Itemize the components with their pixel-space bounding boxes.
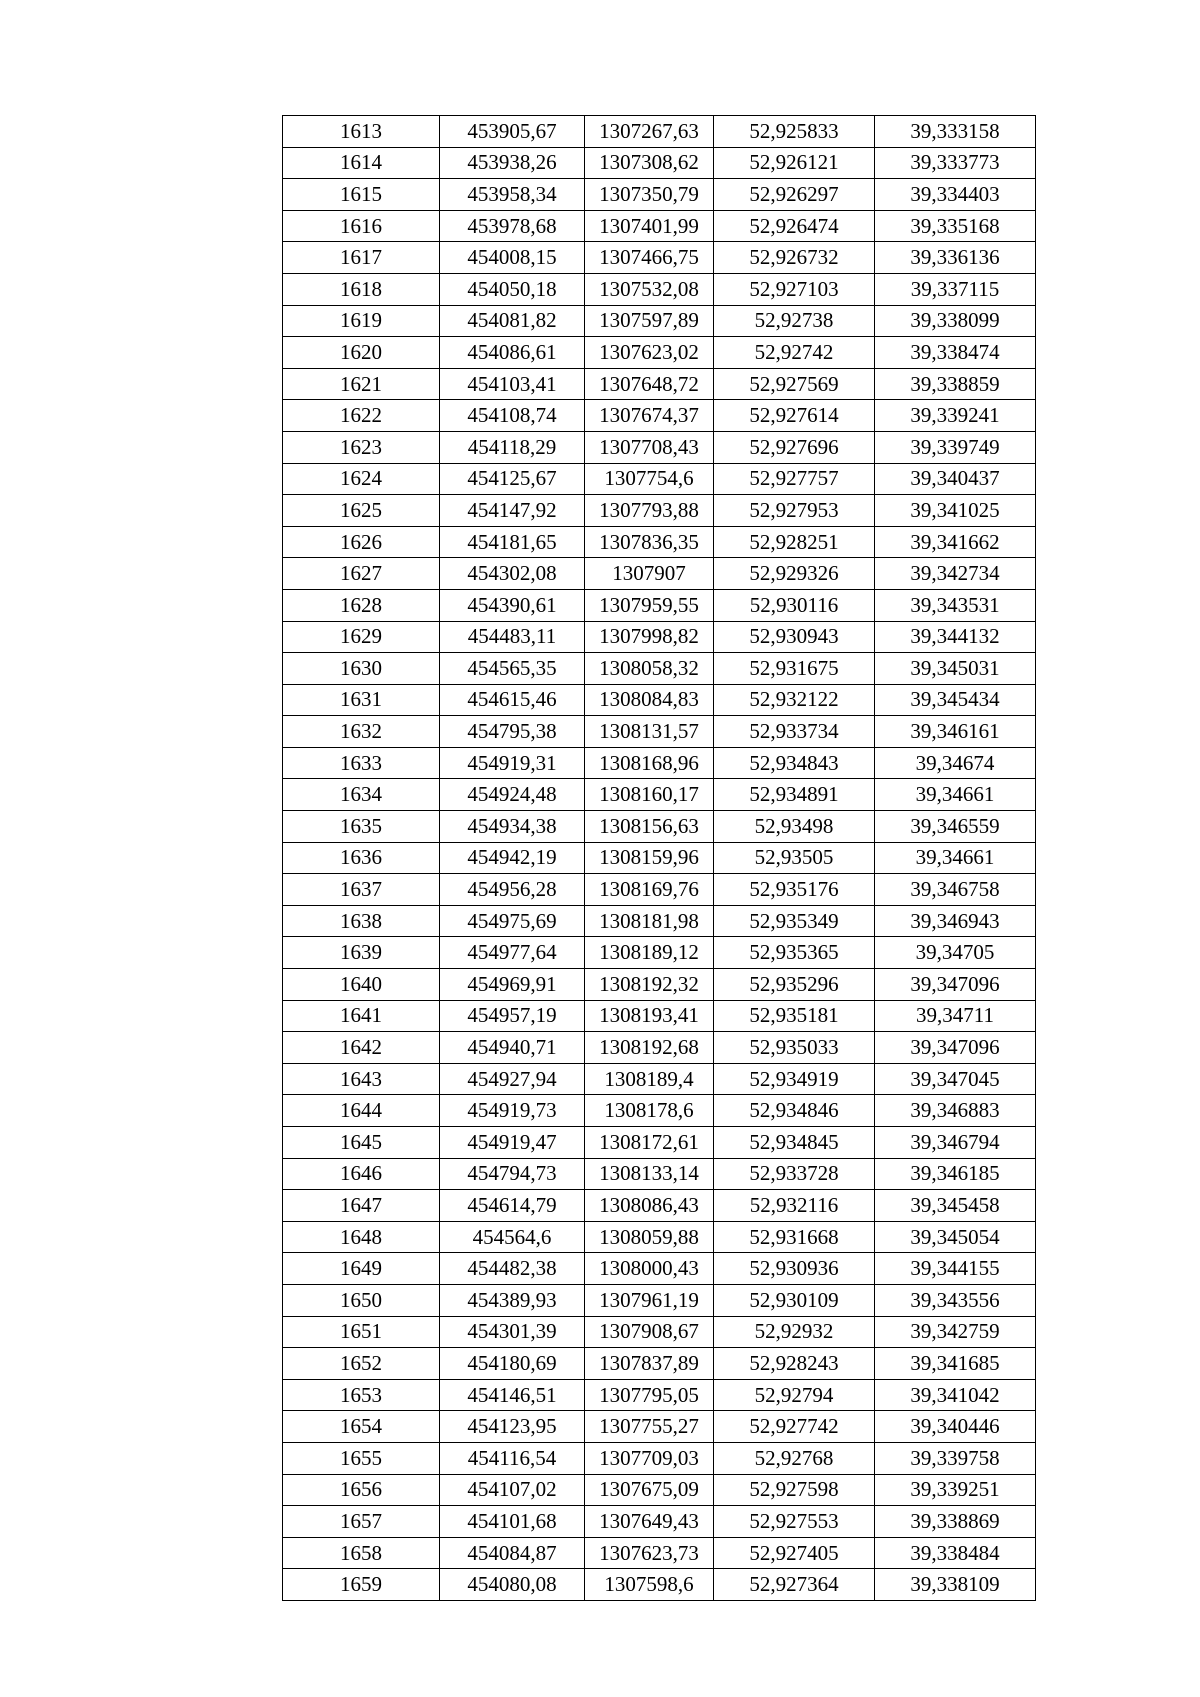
table-row <box>283 431 1036 463</box>
x-coordinate-cell: 454565,35 <box>440 653 585 685</box>
y-coordinate-cell: 1308168,96 <box>585 747 714 779</box>
longitude-cell: 39,341662 <box>875 526 1036 558</box>
table-row <box>283 1348 1036 1380</box>
x-coordinate-cell: 454615,46 <box>440 684 585 716</box>
longitude-cell: 39,345434 <box>875 684 1036 716</box>
table-row <box>283 1411 1036 1443</box>
table-row <box>283 747 1036 779</box>
y-coordinate-cell: 1308160,17 <box>585 779 714 811</box>
latitude-cell: 52,935296 <box>714 969 875 1001</box>
point-number-cell: 1632 <box>283 716 440 748</box>
y-coordinate-cell: 1307998,82 <box>585 621 714 653</box>
latitude-cell: 52,934846 <box>714 1095 875 1127</box>
y-coordinate-cell: 1307961,19 <box>585 1284 714 1316</box>
table-row <box>283 1379 1036 1411</box>
y-coordinate-cell: 1307267,63 <box>585 116 714 148</box>
longitude-cell: 39,346794 <box>875 1127 1036 1159</box>
x-coordinate-cell: 454975,69 <box>440 905 585 937</box>
table-row <box>283 589 1036 621</box>
x-coordinate-cell: 454919,73 <box>440 1095 585 1127</box>
longitude-cell: 39,341685 <box>875 1348 1036 1380</box>
x-coordinate-cell: 454050,18 <box>440 273 585 305</box>
table-row <box>283 1190 1036 1222</box>
y-coordinate-cell: 1307598,6 <box>585 1569 714 1601</box>
point-number-cell: 1658 <box>283 1537 440 1569</box>
table-row <box>283 1442 1036 1474</box>
table-row <box>283 1569 1036 1601</box>
longitude-cell: 39,341025 <box>875 495 1036 527</box>
x-coordinate-cell: 454116,54 <box>440 1442 585 1474</box>
x-coordinate-cell: 454969,91 <box>440 969 585 1001</box>
longitude-cell: 39,346559 <box>875 811 1036 843</box>
x-coordinate-cell: 454181,65 <box>440 526 585 558</box>
y-coordinate-cell: 1308189,12 <box>585 937 714 969</box>
latitude-cell: 52,926297 <box>714 179 875 211</box>
x-coordinate-cell: 454008,15 <box>440 242 585 274</box>
latitude-cell: 52,932116 <box>714 1190 875 1222</box>
latitude-cell: 52,934845 <box>714 1127 875 1159</box>
point-number-cell: 1617 <box>283 242 440 274</box>
x-coordinate-cell: 454389,93 <box>440 1284 585 1316</box>
table-row <box>283 1284 1036 1316</box>
point-number-cell: 1616 <box>283 210 440 242</box>
table-row <box>283 305 1036 337</box>
longitude-cell: 39,34705 <box>875 937 1036 969</box>
longitude-cell: 39,346161 <box>875 716 1036 748</box>
x-coordinate-cell: 454795,38 <box>440 716 585 748</box>
point-number-cell: 1629 <box>283 621 440 653</box>
table-row <box>283 558 1036 590</box>
point-number-cell: 1633 <box>283 747 440 779</box>
y-coordinate-cell: 1308192,32 <box>585 969 714 1001</box>
point-number-cell: 1615 <box>283 179 440 211</box>
point-number-cell: 1621 <box>283 368 440 400</box>
x-coordinate-cell: 454977,64 <box>440 937 585 969</box>
point-number-cell: 1644 <box>283 1095 440 1127</box>
latitude-cell: 52,925833 <box>714 116 875 148</box>
latitude-cell: 52,926474 <box>714 210 875 242</box>
y-coordinate-cell: 1307907 <box>585 558 714 590</box>
y-coordinate-cell: 1308058,32 <box>585 653 714 685</box>
y-coordinate-cell: 1308193,41 <box>585 1000 714 1032</box>
latitude-cell: 52,927569 <box>714 368 875 400</box>
table-row <box>283 1095 1036 1127</box>
latitude-cell: 52,927553 <box>714 1506 875 1538</box>
table-row <box>283 210 1036 242</box>
x-coordinate-cell: 454080,08 <box>440 1569 585 1601</box>
y-coordinate-cell: 1308159,96 <box>585 842 714 874</box>
longitude-cell: 39,345054 <box>875 1221 1036 1253</box>
latitude-cell: 52,932122 <box>714 684 875 716</box>
x-coordinate-cell: 454123,95 <box>440 1411 585 1443</box>
point-number-cell: 1647 <box>283 1190 440 1222</box>
longitude-cell: 39,338869 <box>875 1506 1036 1538</box>
latitude-cell: 52,927103 <box>714 273 875 305</box>
latitude-cell: 52,931675 <box>714 653 875 685</box>
point-number-cell: 1651 <box>283 1316 440 1348</box>
point-number-cell: 1642 <box>283 1032 440 1064</box>
latitude-cell: 52,927364 <box>714 1569 875 1601</box>
longitude-cell: 39,335168 <box>875 210 1036 242</box>
latitude-cell: 52,92794 <box>714 1379 875 1411</box>
table-row <box>283 684 1036 716</box>
y-coordinate-cell: 1307308,62 <box>585 147 714 179</box>
y-coordinate-cell: 1307793,88 <box>585 495 714 527</box>
point-number-cell: 1625 <box>283 495 440 527</box>
x-coordinate-cell: 454614,79 <box>440 1190 585 1222</box>
point-number-cell: 1654 <box>283 1411 440 1443</box>
latitude-cell: 52,930943 <box>714 621 875 653</box>
longitude-cell: 39,344132 <box>875 621 1036 653</box>
x-coordinate-cell: 454107,02 <box>440 1474 585 1506</box>
point-number-cell: 1636 <box>283 842 440 874</box>
x-coordinate-cell: 454927,94 <box>440 1063 585 1095</box>
point-number-cell: 1626 <box>283 526 440 558</box>
table-row <box>283 842 1036 874</box>
point-number-cell: 1639 <box>283 937 440 969</box>
point-number-cell: 1656 <box>283 1474 440 1506</box>
latitude-cell: 52,935176 <box>714 874 875 906</box>
y-coordinate-cell: 1308189,4 <box>585 1063 714 1095</box>
x-coordinate-cell: 454956,28 <box>440 874 585 906</box>
latitude-cell: 52,935365 <box>714 937 875 969</box>
latitude-cell: 52,933728 <box>714 1158 875 1190</box>
table-row <box>283 1221 1036 1253</box>
longitude-cell: 39,340437 <box>875 463 1036 495</box>
longitude-cell: 39,338859 <box>875 368 1036 400</box>
table-row <box>283 1032 1036 1064</box>
point-number-cell: 1624 <box>283 463 440 495</box>
table-row <box>283 937 1036 969</box>
y-coordinate-cell: 1308059,88 <box>585 1221 714 1253</box>
point-number-cell: 1619 <box>283 305 440 337</box>
longitude-cell: 39,338109 <box>875 1569 1036 1601</box>
x-coordinate-cell: 454081,82 <box>440 305 585 337</box>
x-coordinate-cell: 453958,34 <box>440 179 585 211</box>
longitude-cell: 39,336136 <box>875 242 1036 274</box>
x-coordinate-cell: 454103,41 <box>440 368 585 400</box>
table-row <box>283 716 1036 748</box>
x-coordinate-cell: 454942,19 <box>440 842 585 874</box>
latitude-cell: 52,931668 <box>714 1221 875 1253</box>
point-number-cell: 1614 <box>283 147 440 179</box>
y-coordinate-cell: 1307709,03 <box>585 1442 714 1474</box>
latitude-cell: 52,928243 <box>714 1348 875 1380</box>
longitude-cell: 39,339251 <box>875 1474 1036 1506</box>
latitude-cell: 52,934891 <box>714 779 875 811</box>
x-coordinate-cell: 454101,68 <box>440 1506 585 1538</box>
longitude-cell: 39,34711 <box>875 1000 1036 1032</box>
x-coordinate-cell: 454957,19 <box>440 1000 585 1032</box>
x-coordinate-cell: 454301,39 <box>440 1316 585 1348</box>
point-number-cell: 1627 <box>283 558 440 590</box>
table-row <box>283 905 1036 937</box>
point-number-cell: 1659 <box>283 1569 440 1601</box>
point-number-cell: 1622 <box>283 400 440 432</box>
latitude-cell: 52,929326 <box>714 558 875 590</box>
latitude-cell: 52,927742 <box>714 1411 875 1443</box>
longitude-cell: 39,341042 <box>875 1379 1036 1411</box>
y-coordinate-cell: 1307675,09 <box>585 1474 714 1506</box>
point-number-cell: 1623 <box>283 431 440 463</box>
x-coordinate-cell: 454146,51 <box>440 1379 585 1411</box>
table-row <box>283 874 1036 906</box>
point-number-cell: 1655 <box>283 1442 440 1474</box>
y-coordinate-cell: 1307795,05 <box>585 1379 714 1411</box>
x-coordinate-cell: 454125,67 <box>440 463 585 495</box>
y-coordinate-cell: 1308000,43 <box>585 1253 714 1285</box>
x-coordinate-cell: 454794,73 <box>440 1158 585 1190</box>
point-number-cell: 1630 <box>283 653 440 685</box>
latitude-cell: 52,926732 <box>714 242 875 274</box>
y-coordinate-cell: 1308086,43 <box>585 1190 714 1222</box>
y-coordinate-cell: 1307649,43 <box>585 1506 714 1538</box>
y-coordinate-cell: 1307532,08 <box>585 273 714 305</box>
point-number-cell: 1631 <box>283 684 440 716</box>
table-row <box>283 621 1036 653</box>
x-coordinate-cell: 454302,08 <box>440 558 585 590</box>
latitude-cell: 52,934843 <box>714 747 875 779</box>
point-number-cell: 1638 <box>283 905 440 937</box>
longitude-cell: 39,339241 <box>875 400 1036 432</box>
y-coordinate-cell: 1307350,79 <box>585 179 714 211</box>
y-coordinate-cell: 1307908,67 <box>585 1316 714 1348</box>
table-row <box>283 463 1036 495</box>
y-coordinate-cell: 1308131,57 <box>585 716 714 748</box>
y-coordinate-cell: 1307837,89 <box>585 1348 714 1380</box>
longitude-cell: 39,340446 <box>875 1411 1036 1443</box>
y-coordinate-cell: 1307708,43 <box>585 431 714 463</box>
table-row <box>283 400 1036 432</box>
x-coordinate-cell: 453905,67 <box>440 116 585 148</box>
table-row <box>283 147 1036 179</box>
table-row <box>283 1000 1036 1032</box>
x-coordinate-cell: 453978,68 <box>440 210 585 242</box>
point-number-cell: 1649 <box>283 1253 440 1285</box>
table-row <box>283 242 1036 274</box>
latitude-cell: 52,927614 <box>714 400 875 432</box>
table-row <box>283 495 1036 527</box>
latitude-cell: 52,927953 <box>714 495 875 527</box>
x-coordinate-cell: 454118,29 <box>440 431 585 463</box>
point-number-cell: 1637 <box>283 874 440 906</box>
x-coordinate-cell: 454108,74 <box>440 400 585 432</box>
table-row <box>283 653 1036 685</box>
longitude-cell: 39,339758 <box>875 1442 1036 1474</box>
point-number-cell: 1652 <box>283 1348 440 1380</box>
x-coordinate-cell: 453938,26 <box>440 147 585 179</box>
x-coordinate-cell: 454924,48 <box>440 779 585 811</box>
x-coordinate-cell: 454483,11 <box>440 621 585 653</box>
longitude-cell: 39,338484 <box>875 1537 1036 1569</box>
longitude-cell: 39,347096 <box>875 1032 1036 1064</box>
table-row <box>283 1063 1036 1095</box>
x-coordinate-cell: 454919,31 <box>440 747 585 779</box>
y-coordinate-cell: 1307597,89 <box>585 305 714 337</box>
latitude-cell: 52,93498 <box>714 811 875 843</box>
y-coordinate-cell: 1308133,14 <box>585 1158 714 1190</box>
x-coordinate-cell: 454919,47 <box>440 1127 585 1159</box>
longitude-cell: 39,34674 <box>875 747 1036 779</box>
latitude-cell: 52,927598 <box>714 1474 875 1506</box>
point-number-cell: 1628 <box>283 589 440 621</box>
longitude-cell: 39,343531 <box>875 589 1036 621</box>
point-number-cell: 1613 <box>283 116 440 148</box>
x-coordinate-cell: 454084,87 <box>440 1537 585 1569</box>
point-number-cell: 1645 <box>283 1127 440 1159</box>
y-coordinate-cell: 1308178,6 <box>585 1095 714 1127</box>
longitude-cell: 39,338474 <box>875 337 1036 369</box>
point-number-cell: 1641 <box>283 1000 440 1032</box>
longitude-cell: 39,343556 <box>875 1284 1036 1316</box>
y-coordinate-cell: 1307836,35 <box>585 526 714 558</box>
latitude-cell: 52,935181 <box>714 1000 875 1032</box>
y-coordinate-cell: 1307674,37 <box>585 400 714 432</box>
table-row <box>283 1537 1036 1569</box>
latitude-cell: 52,934919 <box>714 1063 875 1095</box>
latitude-cell: 52,928251 <box>714 526 875 558</box>
latitude-cell: 52,92932 <box>714 1316 875 1348</box>
coordinates-table <box>282 115 1036 1601</box>
table-row <box>283 779 1036 811</box>
table-row <box>283 969 1036 1001</box>
x-coordinate-cell: 454940,71 <box>440 1032 585 1064</box>
table-row <box>283 116 1036 148</box>
y-coordinate-cell: 1308181,98 <box>585 905 714 937</box>
longitude-cell: 39,337115 <box>875 273 1036 305</box>
latitude-cell: 52,926121 <box>714 147 875 179</box>
latitude-cell: 52,935349 <box>714 905 875 937</box>
y-coordinate-cell: 1307754,6 <box>585 463 714 495</box>
table-row <box>283 1316 1036 1348</box>
point-number-cell: 1618 <box>283 273 440 305</box>
y-coordinate-cell: 1308169,76 <box>585 874 714 906</box>
y-coordinate-cell: 1308192,68 <box>585 1032 714 1064</box>
longitude-cell: 39,345458 <box>875 1190 1036 1222</box>
x-coordinate-cell: 454390,61 <box>440 589 585 621</box>
point-number-cell: 1620 <box>283 337 440 369</box>
table-row <box>283 273 1036 305</box>
table-row <box>283 1127 1036 1159</box>
latitude-cell: 52,930936 <box>714 1253 875 1285</box>
latitude-cell: 52,927757 <box>714 463 875 495</box>
longitude-cell: 39,334403 <box>875 179 1036 211</box>
latitude-cell: 52,927696 <box>714 431 875 463</box>
longitude-cell: 39,333773 <box>875 147 1036 179</box>
y-coordinate-cell: 1307623,73 <box>585 1537 714 1569</box>
longitude-cell: 39,345031 <box>875 653 1036 685</box>
x-coordinate-cell: 454564,6 <box>440 1221 585 1253</box>
point-number-cell: 1650 <box>283 1284 440 1316</box>
longitude-cell: 39,34661 <box>875 779 1036 811</box>
y-coordinate-cell: 1307755,27 <box>585 1411 714 1443</box>
longitude-cell: 39,339749 <box>875 431 1036 463</box>
longitude-cell: 39,346943 <box>875 905 1036 937</box>
y-coordinate-cell: 1307648,72 <box>585 368 714 400</box>
latitude-cell: 52,92768 <box>714 1442 875 1474</box>
point-number-cell: 1635 <box>283 811 440 843</box>
longitude-cell: 39,342759 <box>875 1316 1036 1348</box>
y-coordinate-cell: 1307623,02 <box>585 337 714 369</box>
longitude-cell: 39,338099 <box>875 305 1036 337</box>
table-row <box>283 1506 1036 1538</box>
latitude-cell: 52,930116 <box>714 589 875 621</box>
table-row <box>283 811 1036 843</box>
point-number-cell: 1643 <box>283 1063 440 1095</box>
y-coordinate-cell: 1307466,75 <box>585 242 714 274</box>
y-coordinate-cell: 1308084,83 <box>585 684 714 716</box>
table-row <box>283 526 1036 558</box>
latitude-cell: 52,930109 <box>714 1284 875 1316</box>
latitude-cell: 52,93505 <box>714 842 875 874</box>
x-coordinate-cell: 454934,38 <box>440 811 585 843</box>
table-row <box>283 1158 1036 1190</box>
x-coordinate-cell: 454147,92 <box>440 495 585 527</box>
longitude-cell: 39,347096 <box>875 969 1036 1001</box>
coordinates-table-body <box>283 116 1036 1601</box>
longitude-cell: 39,346758 <box>875 874 1036 906</box>
table-row <box>283 179 1036 211</box>
point-number-cell: 1657 <box>283 1506 440 1538</box>
latitude-cell: 52,933734 <box>714 716 875 748</box>
longitude-cell: 39,333158 <box>875 116 1036 148</box>
x-coordinate-cell: 454482,38 <box>440 1253 585 1285</box>
point-number-cell: 1646 <box>283 1158 440 1190</box>
y-coordinate-cell: 1307959,55 <box>585 589 714 621</box>
x-coordinate-cell: 454086,61 <box>440 337 585 369</box>
x-coordinate-cell: 454180,69 <box>440 1348 585 1380</box>
table-row <box>283 368 1036 400</box>
table-row <box>283 337 1036 369</box>
longitude-cell: 39,347045 <box>875 1063 1036 1095</box>
latitude-cell: 52,935033 <box>714 1032 875 1064</box>
longitude-cell: 39,34661 <box>875 842 1036 874</box>
point-number-cell: 1640 <box>283 969 440 1001</box>
point-number-cell: 1653 <box>283 1379 440 1411</box>
y-coordinate-cell: 1307401,99 <box>585 210 714 242</box>
table-row <box>283 1253 1036 1285</box>
point-number-cell: 1634 <box>283 779 440 811</box>
latitude-cell: 52,92738 <box>714 305 875 337</box>
longitude-cell: 39,344155 <box>875 1253 1036 1285</box>
point-number-cell: 1648 <box>283 1221 440 1253</box>
latitude-cell: 52,927405 <box>714 1537 875 1569</box>
y-coordinate-cell: 1308172,61 <box>585 1127 714 1159</box>
longitude-cell: 39,346883 <box>875 1095 1036 1127</box>
y-coordinate-cell: 1308156,63 <box>585 811 714 843</box>
latitude-cell: 52,92742 <box>714 337 875 369</box>
longitude-cell: 39,346185 <box>875 1158 1036 1190</box>
table-row <box>283 1474 1036 1506</box>
longitude-cell: 39,342734 <box>875 558 1036 590</box>
